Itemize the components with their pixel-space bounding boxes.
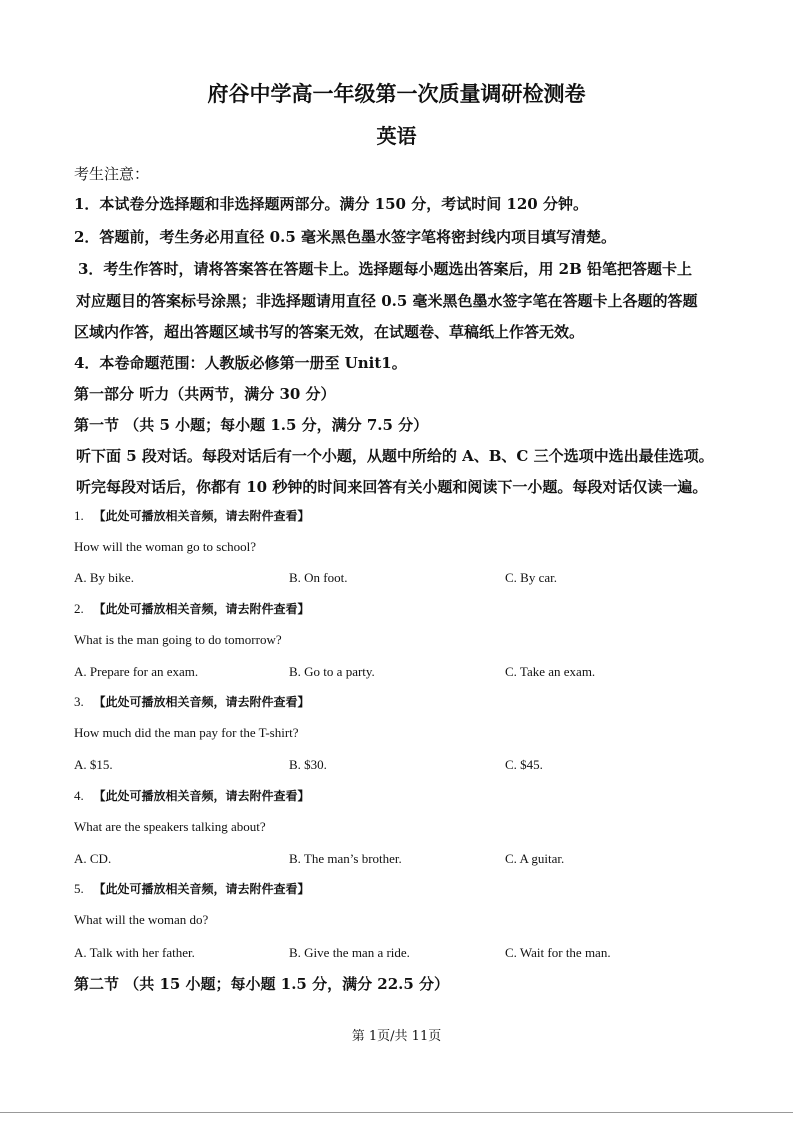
question-number: 3.: [74, 694, 84, 709]
notice-item-3: 3．考生作答时，请将答案答在答题卡上。选择题每小题选出答案后，用 2B 铅笔把答题卡上: [78, 260, 693, 278]
notice-item-2: 2．答题前，考生务必用直径 0.5 毫米黑色墨水签字笔将密封线内项目填写清楚。: [74, 228, 616, 246]
notice-heading: 考生注意：: [74, 165, 150, 183]
question-5-header: [74, 880, 310, 897]
question-number: 2.: [74, 601, 84, 616]
question-3-header: [74, 693, 310, 710]
audio-placeholder[interactable]: 【此处可播放相关音频，请去附件查看】: [93, 882, 310, 896]
question-2-option-b: B. Go to a party.: [289, 664, 375, 679]
question-2-option-c: C. Take an exam.: [505, 664, 596, 679]
question-3-option-c: C. $45.: [505, 757, 543, 772]
question-3-option-b: B. $30.: [289, 757, 327, 772]
question-5-text: What will the woman do?: [74, 912, 209, 927]
instructions-line-2: 听完每段对话后，你都有 10 秒钟的时间来回答有关小题和阅读下一小题。每段对话仅读一遍。: [76, 478, 708, 496]
question-4-header: [74, 787, 310, 804]
question-4-option-a: A. CD.: [74, 851, 112, 866]
question-4-option-b: B. The man’s brother.: [289, 851, 402, 866]
audio-placeholder[interactable]: 【此处可播放相关音频，请去附件查看】: [93, 789, 310, 803]
audio-placeholder[interactable]: 【此处可播放相关音频，请去附件查看】: [93, 509, 310, 523]
question-5-option-b: B. Give the man a ride.: [289, 945, 410, 960]
part1-heading: 第一部分 听力（共两节，满分 30 分）: [74, 385, 336, 403]
question-1-option-c: C. By car.: [505, 570, 557, 585]
question-3-option-a: A. $15.: [74, 757, 113, 772]
question-number: 1.: [74, 508, 84, 523]
question-1-text: How will the woman go to school?: [74, 539, 256, 554]
audio-placeholder[interactable]: 【此处可播放相关音频，请去附件查看】: [93, 695, 310, 709]
question-2-option-a: A. Prepare for an exam.: [74, 664, 199, 679]
notice-item-1: 1．本试卷分选择题和非选择题两部分。满分 150 分，考试时间 120 分钟。: [74, 195, 588, 213]
instructions-line-1: 听下面 5 段对话。每段对话后有一个小题，从题中所给的 A、B、C 三个选项中选出最佳选项。: [76, 447, 714, 465]
question-1-header: [74, 507, 310, 524]
audio-placeholder[interactable]: 【此处可播放相关音频，请去附件查看】: [93, 602, 310, 616]
question-5-option-c: C. Wait for the man.: [505, 945, 611, 960]
notice-item-3-cont-2: 区域内作答，超出答题区域书写的答案无效，在试题卷、草稿纸上作答无效。: [74, 323, 585, 341]
question-4-text: What are the speakers talking about?: [74, 819, 266, 834]
question-3-text: How much did the man pay for the T-shirt?: [74, 725, 299, 740]
question-number: 5.: [74, 881, 84, 896]
exam-title: 府谷中学高一年级第一次质量调研检测卷: [207, 81, 586, 106]
question-number: 4.: [74, 788, 84, 803]
section2-heading: 第二节 （共 15 小题；每小题 1.5 分，满分 22.5 分）: [74, 975, 450, 993]
question-1-option-b: B. On foot.: [289, 570, 348, 585]
page-number: 第 1页/共 11页: [351, 1029, 442, 1044]
question-1-option-a: A. By bike.: [74, 570, 134, 585]
subject-title: 英语: [376, 124, 417, 148]
question-2-header: [74, 600, 310, 617]
question-4-option-c: C. A guitar.: [505, 851, 565, 866]
question-2-text: What is the man going to do tomorrow?: [74, 632, 282, 647]
notice-item-4: 4．本卷命题范围：人教版必修第一册至 Unit1。: [74, 354, 407, 372]
notice-item-3-cont-1: 对应题目的答案标号涂黑；非选择题请用直径 0.5 毫米黑色墨水签字笔在答题卡上各题的答题: [76, 292, 698, 310]
question-5-option-a: A. Talk with her father.: [74, 945, 195, 960]
section1-heading: 第一节 （共 5 小题；每小题 1.5 分，满分 7.5 分）: [74, 416, 429, 434]
page-bottom-divider: [0, 1112, 793, 1113]
